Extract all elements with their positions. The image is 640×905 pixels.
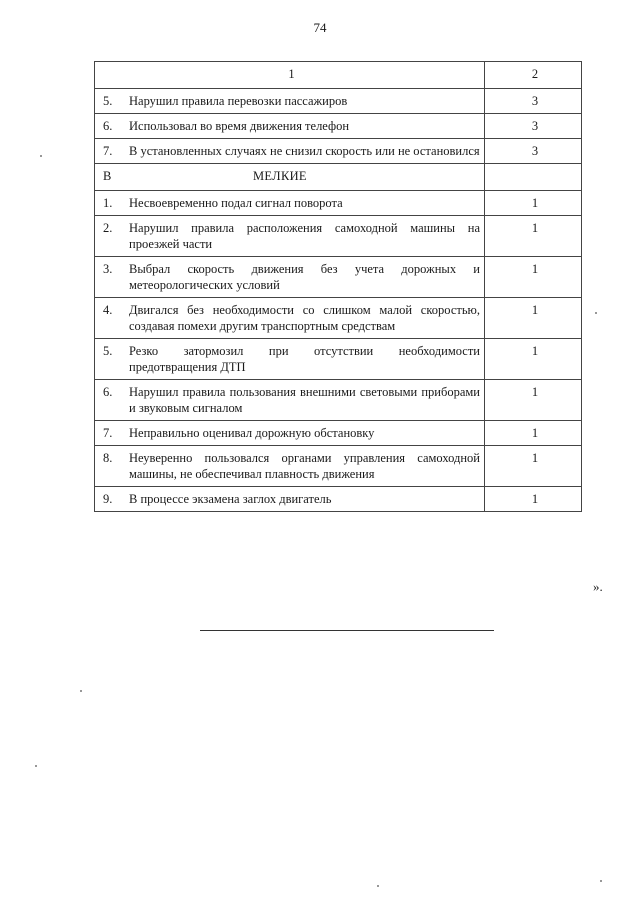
row-text: Нарушил правила перевозки пассажиров — [129, 94, 348, 108]
row-score: 3 — [485, 89, 582, 114]
row-number: 3. — [103, 262, 113, 276]
row-number: 6. — [103, 385, 113, 399]
row-text: Нарушил правила пользования внешними световыми приборами и звуковым сигналом — [129, 385, 480, 415]
row-score: 1 — [485, 446, 582, 487]
row-score: 3 — [485, 139, 582, 164]
table-row — [95, 339, 582, 380]
row-score: 1 — [485, 421, 582, 446]
row-score: 1 — [485, 380, 582, 421]
row-text: Двигался без необходимости со слишком малой скоростью, создавая помехи другим транспортным средствам — [129, 303, 480, 333]
row-text: В установленных случаях не снизил скорость или не остановился — [129, 144, 480, 158]
row-text: Несвоевременно подал сигнал поворота — [129, 196, 343, 210]
table-row — [95, 421, 582, 446]
row-text: В процессе экзамена заглох двигатель — [129, 492, 332, 506]
criteria-table — [94, 61, 582, 512]
table-row — [95, 89, 582, 114]
table-row — [95, 114, 582, 139]
table-row — [95, 487, 582, 512]
table-row — [95, 257, 582, 298]
row-score: 1 — [485, 487, 582, 512]
table-row — [95, 446, 582, 487]
row-number: 4. — [103, 303, 113, 317]
section-title: МЕЛКИЕ — [253, 169, 307, 183]
row-number: 6. — [103, 119, 113, 133]
closing-quote: ». — [593, 579, 603, 594]
table-row — [95, 216, 582, 257]
row-number: 5. — [103, 94, 113, 108]
row-score: 1 — [485, 191, 582, 216]
section-header-row — [95, 164, 582, 191]
signature-divider-line — [200, 630, 494, 631]
scan-speck — [40, 155, 42, 157]
table-row — [95, 139, 582, 164]
scan-speck — [377, 885, 379, 887]
row-text: Нарушил правила расположения самоходной машины на проезжей части — [129, 221, 480, 251]
scan-speck — [595, 312, 597, 314]
row-score: 1 — [485, 298, 582, 339]
scan-speck — [35, 765, 37, 767]
row-score: 3 — [485, 114, 582, 139]
row-text: Использовал во время движения телефон — [129, 119, 350, 133]
row-number: 8. — [103, 451, 113, 465]
table-row — [95, 298, 582, 339]
row-number: 7. — [103, 144, 113, 158]
header-col-1: 1 — [95, 62, 485, 89]
row-text: Выбрал скорость движения без учета дорожных и метеорологических условий — [129, 262, 480, 292]
header-col-2: 2 — [485, 62, 582, 89]
row-number: 1. — [103, 196, 113, 210]
table-row — [95, 191, 582, 216]
row-number: 7. — [103, 426, 113, 440]
row-number: 5. — [103, 344, 113, 358]
row-score: 1 — [485, 257, 582, 298]
scan-speck — [600, 880, 602, 882]
row-text: Неправильно оценивал дорожную обстановку — [129, 426, 375, 440]
scan-speck — [80, 690, 82, 692]
row-text: Неуверенно пользовался органами управления самоходной машины, не обеспечивал плавность движения — [129, 451, 480, 481]
row-number: 2. — [103, 221, 113, 235]
row-score: 1 — [485, 339, 582, 380]
row-number: 9. — [103, 492, 113, 506]
page-number: 74 — [313, 20, 327, 35]
section-letter: В — [103, 169, 112, 183]
table-header-row — [95, 62, 582, 89]
table-row — [95, 380, 582, 421]
row-text: Резко затормозил при отсутствии необходимости предотвращения ДТП — [129, 344, 480, 374]
row-score: 1 — [485, 216, 582, 257]
